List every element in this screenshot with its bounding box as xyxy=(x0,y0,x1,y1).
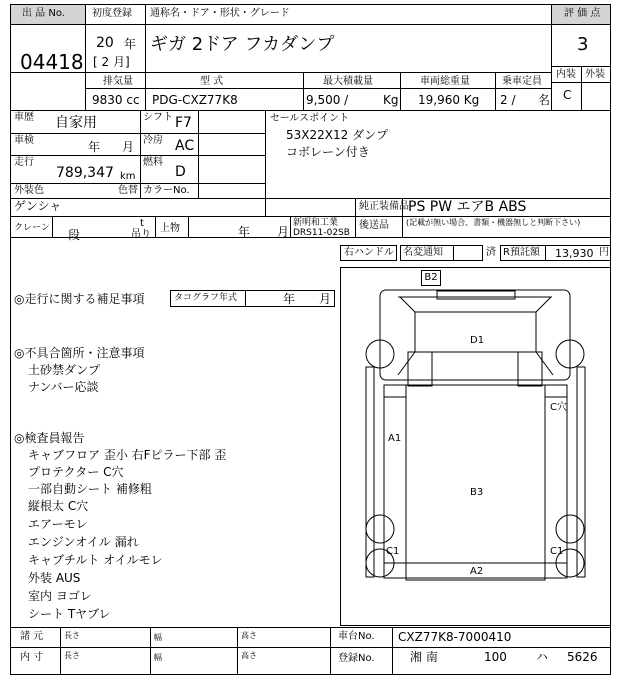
capacity-label: 乗車定員 xyxy=(502,76,542,87)
mileage-label: 走行 xyxy=(14,157,34,168)
body-month: 月 xyxy=(277,225,290,239)
inspection-month: 月 xyxy=(122,140,135,154)
dump-body xyxy=(384,385,567,578)
sales-point-label: セールスポイント xyxy=(270,113,350,124)
inspector-item-7: キャブチルト オイルモレ xyxy=(28,553,163,567)
tacho-month: 月 xyxy=(319,292,332,306)
crane-t: t xyxy=(140,218,144,229)
recycle-amount: 13,930 xyxy=(555,247,594,260)
max-load-unit: Kg xyxy=(383,93,399,107)
drive-supplement-title: ◎走行に関する補足事項 xyxy=(14,292,145,306)
color-no-label: カラーNo. xyxy=(143,185,190,196)
int-height-label: 高さ xyxy=(241,651,257,660)
std-equipment-label: 純正装備品 xyxy=(359,201,409,212)
exterior-label: 外装 xyxy=(585,69,605,80)
recycle-label: R預託額 xyxy=(503,247,540,258)
dims-length-label: 長さ xyxy=(64,631,80,640)
shift: F7 xyxy=(175,115,192,131)
tacho-year: 年 xyxy=(283,292,296,306)
body-year: 年 xyxy=(238,225,251,239)
mirror-right xyxy=(518,352,542,386)
body-model: DRS11-02SB xyxy=(293,228,350,238)
sales-point-2: コボレーン付き xyxy=(286,145,370,159)
recycle-unit: 円 xyxy=(599,247,609,258)
color-change-label: 色替 xyxy=(118,185,138,196)
inspector-item-1: キャブフロア 歪小 右Fピラー下部 歪 xyxy=(28,448,227,462)
damage-tag-b3: B3 xyxy=(470,487,484,498)
inspector-item-8: 外装 AUS xyxy=(28,571,81,585)
mileage: 789,347 xyxy=(56,165,114,181)
history-label: 車歴 xyxy=(14,112,34,123)
damage-tag-a1: A1 xyxy=(388,433,402,444)
sales-point-1: 53X22X12 ダンプ xyxy=(286,128,389,142)
damage-tag-a2: A2 xyxy=(470,566,484,577)
damage-tag-c1-left: C1 xyxy=(386,546,400,557)
dims-height-label: 高さ xyxy=(241,631,257,640)
rating-label: 評 価 点 xyxy=(564,8,601,19)
first-reg-month: [ 2 月] xyxy=(93,55,130,69)
displacement: 9830 cc xyxy=(92,93,140,107)
capacity: 2 / xyxy=(500,93,516,107)
chassis-label: 車台No. xyxy=(338,631,375,642)
aircon: AC xyxy=(175,138,195,154)
int-dims-label: 内 寸 xyxy=(20,652,44,663)
steering: 右ハンドル xyxy=(344,247,394,258)
ext-color-label: 外装色 xyxy=(14,185,44,196)
crane-stage: 段 xyxy=(68,228,81,242)
wheel-rear-left xyxy=(366,515,394,543)
inspection-year: 年 xyxy=(88,140,101,154)
history: 自家用 xyxy=(55,115,97,131)
int-width-label: 幅 xyxy=(154,653,162,662)
model-code: PDG-CXZ77K8 xyxy=(152,93,238,107)
wheel-rear-right xyxy=(556,515,584,543)
first-reg-label: 初度登録 xyxy=(92,8,132,19)
bumper-box xyxy=(437,291,515,299)
plate-kana: ハ xyxy=(536,650,549,664)
defects-title: ◎不具合箇所・注意事項 xyxy=(14,346,145,360)
first-reg-year: 20 xyxy=(96,35,114,51)
rating-score: 3 xyxy=(577,34,589,55)
shift-label: シフト xyxy=(143,112,173,123)
inspection-label: 車検 xyxy=(14,135,34,146)
damage-tag-d1: D1 xyxy=(470,335,485,346)
windshield xyxy=(415,312,536,352)
mileage-unit: km xyxy=(120,171,136,182)
ext-color: ゲンシャ xyxy=(14,199,62,213)
inspector-item-6: エンジンオイル 漏れ xyxy=(28,535,139,549)
gross-weight-label: 車両総重量 xyxy=(420,76,470,87)
fuel-label: 燃料 xyxy=(143,157,163,168)
crane-label: クレーン xyxy=(14,223,50,233)
gross-weight: 19,960 Kg xyxy=(418,93,480,107)
model-name: ギガ 2ドア フカダンプ xyxy=(150,34,335,55)
crane-hang: 吊り xyxy=(131,229,151,240)
interior-label: 内装 xyxy=(556,69,576,80)
name-change-label: 名変通知 xyxy=(403,247,443,258)
tachograph-label: タコグラフ年式 xyxy=(174,293,238,303)
inspector-item-10: シート Tヤブレ xyxy=(28,607,111,621)
dims-width-label: 幅 xyxy=(154,633,162,642)
lot-no-label: 出 品 No. xyxy=(22,8,65,19)
defect-item-1: 土砂禁ダンプ xyxy=(28,363,101,377)
inspector-title: ◎検査員報告 xyxy=(14,431,85,445)
plate-label: 登録No. xyxy=(338,653,375,664)
model-name-label: 通称名・ドア・形状・グレード xyxy=(150,8,290,19)
int-length-label: 長さ xyxy=(64,651,80,660)
lot-no: 04418 xyxy=(20,50,84,74)
plate-number: 5626 xyxy=(567,650,598,664)
inspector-item-3: 一部自動シート 補修粗 xyxy=(28,482,152,496)
fuel: D xyxy=(175,164,186,180)
inspector-item-9: 室内 ヨゴレ xyxy=(28,589,92,603)
inspector-item-5: エアーモレ xyxy=(28,517,88,531)
year-unit: 年 xyxy=(124,37,137,51)
aftermarket-label: 後送品 xyxy=(359,220,389,231)
inspector-item-4: 縦根太 C穴 xyxy=(28,499,89,513)
dims-label: 諸 元 xyxy=(20,631,44,642)
body-label: 上物 xyxy=(160,223,180,234)
interior-score: C xyxy=(563,88,572,102)
std-equipment: PS PW エアB ABS xyxy=(408,199,527,215)
inspector-item-2: プロテクター C穴 xyxy=(28,465,124,479)
aftermarket-note: (記載が無い場合、書類・機器無しと判断下さい) xyxy=(406,218,581,227)
max-load: 9,500 / xyxy=(306,93,349,107)
model-code-label: 型 式 xyxy=(200,76,224,87)
body-maker: 新明和工業 xyxy=(293,218,339,228)
displacement-label: 排気量 xyxy=(103,76,133,87)
defect-item-2: ナンバー応談 xyxy=(28,380,99,394)
damage-tag-c-hole: C穴 xyxy=(550,402,567,413)
aircon-label: 冷房 xyxy=(143,135,163,146)
capacity-unit: 名 xyxy=(538,93,551,107)
damage-tag-b2: B2 xyxy=(421,270,441,286)
max-load-label: 最大積載量 xyxy=(323,76,373,87)
recycle-prefix: 済 xyxy=(486,247,496,258)
chassis-no: CXZ77K8-7000410 xyxy=(398,630,512,644)
plate-class: 100 xyxy=(484,650,507,664)
plate-region: 湘 南 xyxy=(410,650,438,664)
damage-tag-c1-right: C1 xyxy=(550,546,564,557)
